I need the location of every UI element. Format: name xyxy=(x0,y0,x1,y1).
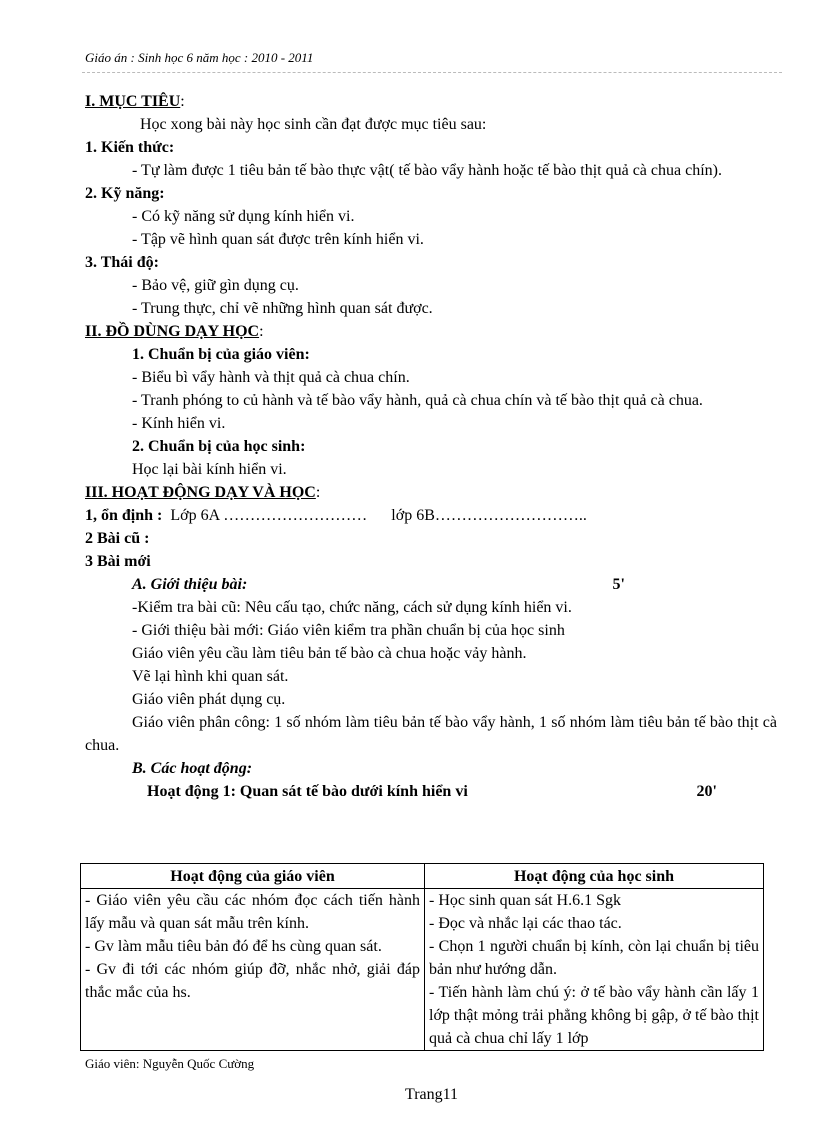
section-3-title: III. HOẠT ĐỘNG DẠY VÀ HỌC xyxy=(85,484,316,501)
activity-1-title: Hoạt động 1: Quan sát tế bào dưới kính hiển vi xyxy=(147,783,468,800)
intro-item-5: Giáo viên phát dụng cụ. xyxy=(132,691,286,708)
teacher-prep-item-2: - Tranh phóng to củ hành và tế bào vẩy hành, quả cà chua chín và tế bào thịt quả cà chua. xyxy=(132,392,703,409)
class-6a: Lớp 6A ……………………… xyxy=(170,507,368,524)
stabilize-label: 1, ổn định : xyxy=(85,507,163,524)
teacher-activity: - Gv đi tới các nhóm giúp đỡ, nhắc nhở, giải đáp thắc mắc của hs. xyxy=(85,961,420,1001)
intro-item-4: Vẽ lại hình khi quan sát. xyxy=(132,668,289,685)
knowledge-title: 1. Kiến thức: xyxy=(85,139,175,156)
section-2-title: II. ĐỒ DÙNG DẠY HỌC xyxy=(85,323,260,340)
skills-item-2: - Tập vẽ hình quan sát được trên kính hiển vi. xyxy=(132,231,424,248)
teacher-column-header: Hoạt động của giáo viên xyxy=(81,864,425,889)
activity-table xyxy=(80,863,764,1051)
section-1-title: I. MỤC TIÊU xyxy=(85,93,181,110)
student-prep-title: 2. Chuẩn bị của học sinh: xyxy=(132,438,306,455)
teacher-prep-item-1: - Biểu bì vẩy hành và thịt quả cà chua chín. xyxy=(132,369,410,386)
student-prep-item: Học lại bài kính hiển vi. xyxy=(132,461,287,478)
teacher-activity: - Giáo viên yêu cầu các nhóm đọc cách tiến hành lấy mẫu và quan sát mẫu trên kính. xyxy=(85,892,420,932)
activity-1-time: 20' xyxy=(696,783,717,800)
student-activity: - Tiến hành làm chú ý: ở tế bào vẩy hành cần lấy 1 lớp thật mỏng trải phẳng không bị gập, ở tế bào thịt quả cà chua chỉ lấy 1 lớp xyxy=(429,984,759,1047)
new-lesson-title: 3 Bài mới xyxy=(85,553,151,570)
lesson-content xyxy=(85,90,777,803)
section-2-colon: : xyxy=(259,323,264,340)
intro-title: A. Giới thiệu bài: xyxy=(132,576,248,593)
intro-time: 5' xyxy=(612,576,625,593)
activities-title: B. Các hoạt động: xyxy=(132,760,253,777)
skills-title: 2. Kỹ năng: xyxy=(85,185,165,202)
document-header: Giáo án : Sinh học 6 năm học : 2010 - 2011 xyxy=(85,50,314,65)
skills-item-1: - Có kỹ năng sử dụng kính hiển vi. xyxy=(132,208,355,225)
teacher-name-footer: Giáo viên: Nguyễn Quốc Cường xyxy=(85,1056,255,1071)
header-divider xyxy=(82,72,782,73)
student-activity: - Chọn 1 người chuẩn bị kính, còn lại chuẩn bị tiêu bản như hướng dẫn. xyxy=(429,938,759,978)
student-column-header: Hoạt động của học sinh xyxy=(425,864,764,889)
attitude-title: 3. Thái độ: xyxy=(85,254,159,271)
student-activity: - Học sinh quan sát H.6.1 Sgk xyxy=(429,892,621,909)
intro-item-3: Giáo viên yêu cầu làm tiêu bản tế bào cà chua hoặc vảy hành. xyxy=(132,645,527,662)
page-number: Trang11 xyxy=(405,1086,459,1103)
teacher-prep-title: 1. Chuẩn bị của giáo viên: xyxy=(132,346,310,363)
objective-intro: Học xong bài này học sinh cần đạt được mục tiêu sau: xyxy=(140,116,487,133)
intro-item-1: -Kiểm tra bài cũ: Nêu cấu tạo, chức năng, cách sử dụng kính hiển vi. xyxy=(132,599,572,616)
teacher-prep-item-3: - Kính hiển vi. xyxy=(132,415,226,432)
attitude-item-1: - Bảo vệ, giữ gìn dụng cụ. xyxy=(132,277,299,294)
student-activity: - Đọc và nhắc lại các thao tác. xyxy=(429,915,622,932)
attitude-item-2: - Trung thực, chỉ vẽ những hình quan sát được. xyxy=(132,300,433,317)
teacher-activities-cell xyxy=(81,889,425,1051)
old-lesson-title: 2 Bài cũ : xyxy=(85,530,150,547)
section-3-colon: : xyxy=(315,484,321,501)
student-activities-cell xyxy=(425,889,764,1051)
teacher-activity: - Gv làm mẫu tiêu bản đó để hs cùng quan sát. xyxy=(85,938,382,955)
intro-item-2: - Giới thiệu bài mới: Giáo viên kiểm tra phần chuẩn bị của học sinh xyxy=(132,622,565,639)
section-1-colon: : xyxy=(180,93,185,110)
class-6b: lớp 6B……………………….. xyxy=(391,507,587,524)
intro-item-6: Giáo viên phân công: 1 số nhóm làm tiêu bản tế bào vẩy hành, 1 số nhóm làm tiêu bản tế bào thịt cà chua. xyxy=(85,714,777,754)
knowledge-item: - Tự làm được 1 tiêu bản tế bào thực vật( tế bào vẩy hành hoặc tế bào thịt quả cà chua chín). xyxy=(132,162,722,179)
